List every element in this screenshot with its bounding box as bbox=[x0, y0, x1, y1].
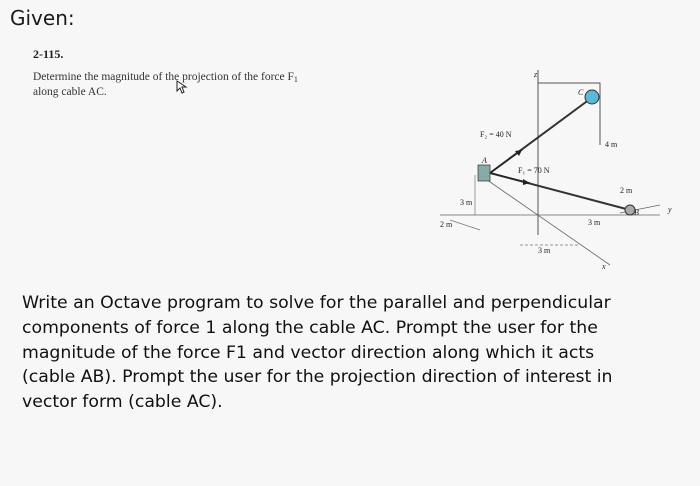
label-force-f2: F₂ = 40 N bbox=[480, 130, 512, 139]
label-dim-2m-left: 2 m bbox=[440, 220, 453, 229]
point-c-anchor bbox=[585, 90, 599, 104]
label-dim-2m-right: 2 m bbox=[620, 186, 633, 195]
label-point-b: B bbox=[634, 208, 639, 217]
question-line-1: Write an Octave program to solve for the parallel and perpendicular bbox=[22, 293, 611, 313]
problem-statement bbox=[33, 71, 353, 99]
mouse-cursor-icon bbox=[176, 80, 188, 94]
question-text bbox=[22, 291, 682, 415]
point-a-block bbox=[478, 165, 490, 181]
label-point-a: A bbox=[482, 156, 487, 165]
problem-line-2: along cable AC. bbox=[33, 86, 107, 98]
label-axis-z: z bbox=[534, 70, 538, 79]
label-dim-3m-vertical: 3 m bbox=[460, 198, 473, 207]
label-axis-y: y bbox=[668, 205, 672, 214]
label-dim-3m-right: 3 m bbox=[588, 218, 601, 227]
label-force-f1: F₁ = 70 N bbox=[518, 166, 550, 175]
dim-line-left bbox=[450, 220, 480, 230]
question-line-2: components of force 1 along the cable AC. Prompt the user for the bbox=[22, 317, 598, 338]
question-line-5: vector form (cable AC). bbox=[22, 392, 223, 413]
label-point-c: C bbox=[578, 88, 584, 97]
cable-force-figure bbox=[420, 65, 680, 275]
problem-number: 2-115. bbox=[33, 47, 64, 61]
question-line-3: magnitude of the force F1 and vector direction along which it acts bbox=[22, 342, 595, 363]
label-axis-x: x bbox=[602, 262, 606, 271]
problem-line-1: Determine the magnitude of the projection of the force F bbox=[33, 71, 294, 83]
problem-line-1-subscript: 1 bbox=[293, 75, 298, 84]
label-dim-4m: 4 m bbox=[605, 140, 618, 149]
given-heading: Given: bbox=[10, 6, 75, 30]
question-line-4: (cable AB). Prompt the user for the projection direction of interest in bbox=[22, 367, 613, 388]
label-dim-3m-bottom: 3 m bbox=[538, 246, 551, 255]
